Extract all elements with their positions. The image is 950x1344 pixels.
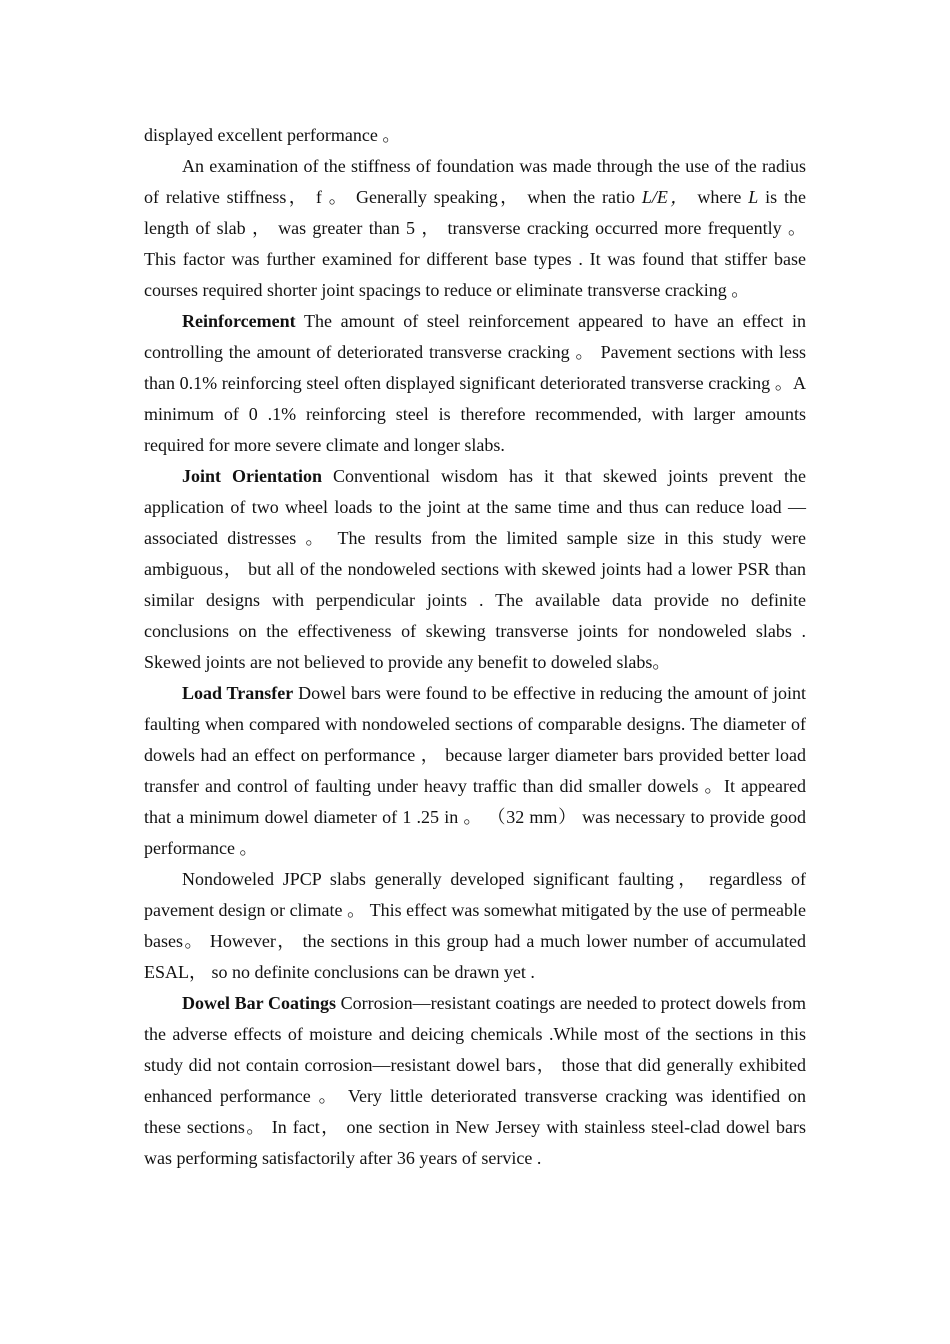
text-run: Nondoweled JPCP slabs generally developed significant faulting， regardless of pavement design or climate 。 This effect was somewhat mitigated by the use of permeable bases。 However， the sections in this group had a much lower number of accumulated ESAL， so no definite conclusions can be drawn yet . — [144, 869, 806, 982]
text-run: An examination of the stiffness of foundation was made through the use of the radius of relative stiffness， f 。 Generally speaking， when the ratio — [144, 156, 806, 207]
paragraph-foundation-stiffness — [144, 151, 806, 306]
text-run: displayed excellent performance 。 — [144, 125, 401, 145]
text-run-italic: L/E， — [641, 187, 691, 207]
paragraph-nondoweled-jpcp — [144, 864, 806, 988]
paragraph-dowel-bar-coatings — [144, 988, 806, 1174]
paragraph-reinforcement — [144, 306, 806, 461]
section-heading: Dowel Bar Coatings — [182, 993, 336, 1013]
text-run-italic: L — [748, 187, 759, 207]
text-run: Conventional wisdom has it that skewed joints prevent the application of two wheel loads to the joint at the same time and thus can reduce load —associated distresses 。 The results from the limited sample size in this study were ambiguous， but all of the nondoweled sections with skewed joints had a lower PSR than similar designs with perpendicular joints . The available data provide no definite conclusions on the effectiveness of skewing transverse joints for nondoweled slabs . Skewed joints are not believed to provide any benefit to doweled slabs。 — [144, 466, 807, 672]
text-run: The amount of steel reinforcement appeared to have an effect in controlling the amount of deteriorated transverse cracking 。 Pavement sections with less than 0.1% reinforcing steel often displayed significant deteriorated transverse cracking 。A minimum of 0 .1% reinforcing steel is therefore recommended, with larger amounts required for more severe climate and longer slabs. — [144, 311, 806, 455]
section-heading: Joint Orientation — [182, 466, 323, 486]
paragraph-load-transfer — [144, 678, 806, 864]
section-heading: Load Transfer — [182, 683, 294, 703]
paragraph-joint-orientation — [144, 461, 806, 678]
text-run: Corrosion—resistant coatings are needed to protect dowels from the adverse effects of moisture and deicing chemicals .While most of the sections in this study did not contain corrosion—resistant dowel bars， those that did generally exhibited enhanced performance 。 Very little deteriorated transverse cracking was identified on these sections。 In fact， one section in New Jersey with stainless steel-clad dowel bars was performing satisfactorily after 36 years of service . — [144, 993, 807, 1168]
document-body — [144, 120, 806, 1174]
section-heading: Reinforcement — [182, 311, 296, 331]
text-run: Dowel bars were found to be effective in reducing the amount of joint faulting when compared with nondoweled sections of comparable designs. The diameter of dowels had an effect on performance ， because larger diameter bars provided better load transfer and control of faulting under heavy traffic than did smaller dowels 。It appeared that a minimum dowel diameter of 1 .25 in 。 （32 mm） was necessary to provide good performance 。 — [144, 683, 806, 858]
text-run: is the length of slab ， was greater than 5 ， transverse cracking occurred more frequently 。 This factor was further examined for different base types . It was found that stiffer base courses required shorter joint spacings to reduce or eliminate transverse cracking 。 — [144, 187, 806, 300]
text-run: where — [690, 187, 749, 207]
paragraph-continuation — [144, 120, 806, 151]
